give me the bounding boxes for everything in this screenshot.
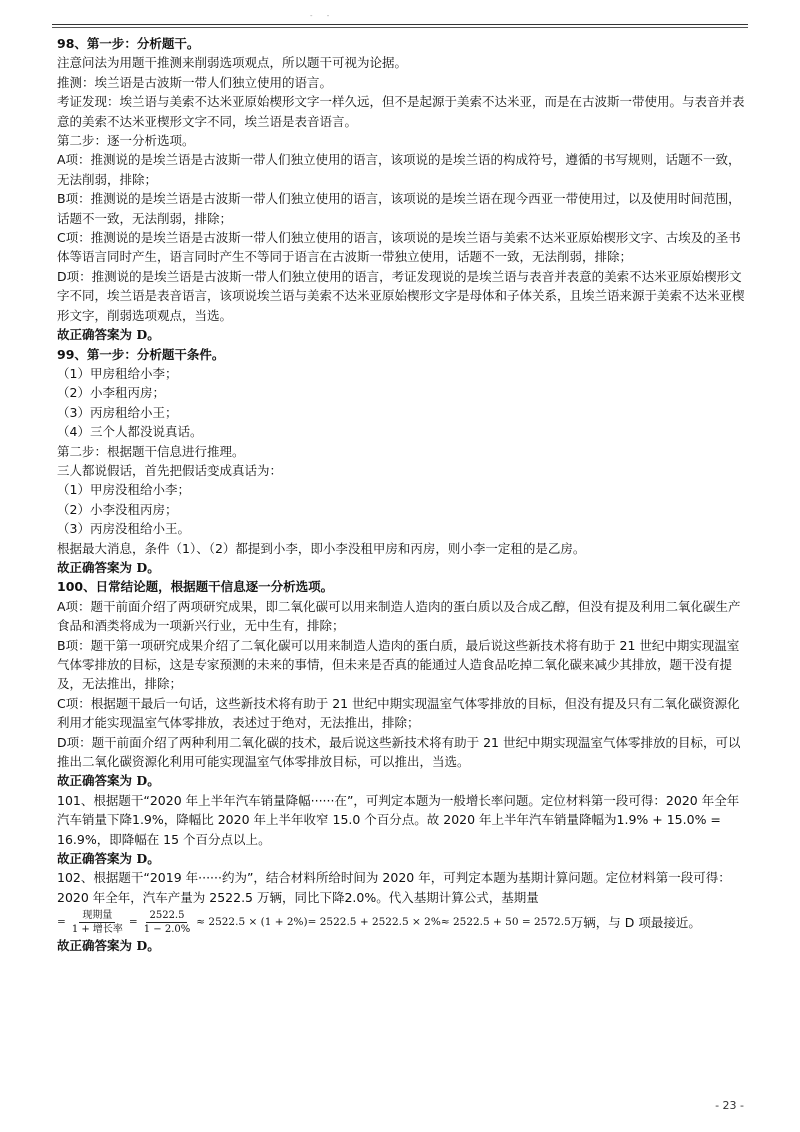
formula-fraction-2	[141, 909, 194, 936]
line-102: 102、根据题干“2019 年······约为”，结合材料所给时间为 2020 年，可判定本题为基期计算问题。定位材料第一段可得：2020 年全年，汽车产量为 2522.5 万辆，同比下降2.0%。代入基期计算公式，基期量	[57, 870, 731, 905]
line: （4）三个人都没说真话。	[57, 424, 203, 440]
option-a: A项：题干前面介绍了两项研究成果，即二氧化碳可以用来制造人造肉的蛋白质以及合成乙醇，但没有提及利用二氧化碳生产食品和酒类将成为一项新兴行业，无中生有，排除；	[57, 598, 741, 634]
answer-100: 故正确答案为 D。	[57, 773, 160, 789]
header-mark: - -	[310, 12, 336, 20]
line: 三人都说假话，首先把假话变成真话为：	[57, 462, 283, 478]
line: （1）甲房租给小李；	[57, 365, 178, 381]
fraction-denominator: 1 + 增长率	[71, 924, 123, 936]
answer-102: 故正确答案为 D。	[57, 938, 160, 954]
line: （1）甲房没租给小李；	[57, 482, 190, 498]
answer-98: 故正确答案为 D。	[57, 327, 160, 343]
document-body	[57, 34, 747, 956]
header-rule	[52, 24, 748, 25]
line: （2）小李租丙房；	[57, 385, 165, 401]
option-d: D项：题干前面介绍了两种利用二氧化碳的技术，最后说这些新技术将有助于 21 世纪中期实现温室气体零排放的目标，可以推出二氧化碳资源化利用可能实现温室气体零排放目标，可以推出，当选。	[57, 734, 741, 770]
answer-101: 故正确答案为 D。	[57, 851, 160, 867]
line: （2）小李没租丙房；	[57, 501, 178, 517]
formula-eq: =	[57, 916, 66, 929]
line: 第二步：根据题干信息进行推理。	[57, 443, 245, 459]
option-c: C项：根据题干最后一句话，这些新技术将有助于 21 世纪中期实现温室气体零排放的目标，但没有提及只有二氧化碳资源化利用才能实现温室气体零排放，表述过于绝对，无法推出，排除；	[57, 695, 740, 731]
formula-tail: ≈ 2522.5 × (1 + 2%)= 2522.5 + 2522.5 × 2%≈ 2522.5 + 50 = 2572.5	[196, 916, 571, 929]
line: 注意问法为用题干推测来削弱选项观点，所以题干可视为论据。	[57, 55, 408, 71]
base-period-formula	[57, 909, 747, 936]
fraction-denominator: 1 − 2.0%	[143, 924, 191, 936]
fraction-numerator: 2522.5	[146, 909, 187, 923]
line: （3）丙房没租给小王。	[57, 521, 190, 537]
line: 推测：埃兰语是古波斯一带人们独立使用的语言。	[57, 74, 333, 90]
option-b: B项：题干第一项研究成果介绍了二氧化碳可以用来制造人造肉的蛋白质，最后说这些新技术将有助于 21 世纪中期实现温室气体零排放的目标，这是专家预测的未来的事情，但未来是否真的能通过人造食品吃掉二氧化碳来减少其排放，题干没有提及，无法推出，排除；	[57, 637, 740, 692]
answer-99: 故正确答案为 D。	[57, 559, 160, 575]
formula-eq: =	[128, 916, 138, 929]
line: （3）丙房租给小王；	[57, 404, 178, 420]
option-d: D项：推测说的是埃兰语是古波斯一带人们独立使用的语言，考证发现说的是埃兰语与表音并表意的美索不达米亚原始楔形文字不同，埃兰语是表音语言，该项说埃兰语与美索不达米亚原始楔形文字是母体和子体关系，且埃兰语来源于美索不达米亚楔形文字，削弱选项观点，当选。	[57, 268, 745, 323]
fraction-numerator: 现期量	[79, 909, 115, 923]
line-99-title: 99、第一步：分析题干条件。	[57, 346, 225, 362]
formula-suffix: 万辆，与 D 项最接近。	[570, 915, 701, 931]
page-number: - 23 -	[715, 1099, 744, 1112]
header-rule-thin	[52, 27, 748, 28]
line-101: 101、根据题干“2020 年上半年汽车销量降幅······在”，可判定本题为一般增长率问题。定位材料第一段可得：2020 年全年汽车销量下降1.9%，降幅比 2020 年上半年收窄 15.0 个百分点。故 2020 年上半年汽车销量降幅为1.9% + 15.0% = 16.9%，即降幅在 15 个百分点以上。	[57, 792, 740, 847]
formula-fraction-1	[69, 909, 126, 936]
line-100-title: 100、日常结论题，根据题干信息逐一分析选项。	[57, 579, 334, 595]
option-b: B项：推测说的是埃兰语是古波斯一带人们独立使用的语言，该项说的是埃兰语在现今西亚一带使用过，以及使用时间范围，话题不一致，无法削弱，排除；	[57, 191, 741, 226]
line: 考证发现：埃兰语与美索不达米亚原始楔形文字一样久远，但不是起源于美索不达米亚，而是在古波斯一带使用。与表音并表意的美索不达米亚楔形文字不同，埃兰语是表音语言。	[57, 94, 745, 129]
line: 根据最大消息，条件（1）、（2）都提到小李，即小李没租甲房和丙房，则小李一定租的是乙房。	[57, 540, 586, 556]
option-a: A项：推测说的是埃兰语是古波斯一带人们独立使用的语言，该项说的是埃兰语的构成符号，遵循的书写规则，话题不一致，无法削弱，排除；	[57, 152, 741, 187]
line-98-title: 98、第一步：分析题干。	[57, 36, 200, 51]
line: 第二步：逐一分析选项。	[57, 133, 195, 149]
option-c: C项：推测说的是埃兰语是古波斯一带人们独立使用的语言，该项说的是埃兰语与美索不达米亚原始楔形文字、古埃及的圣书体等语言同时产生，语言同时产生不等同于语言在古波斯一带独立使用，话题不一致，无法削弱，排除；	[57, 230, 741, 265]
